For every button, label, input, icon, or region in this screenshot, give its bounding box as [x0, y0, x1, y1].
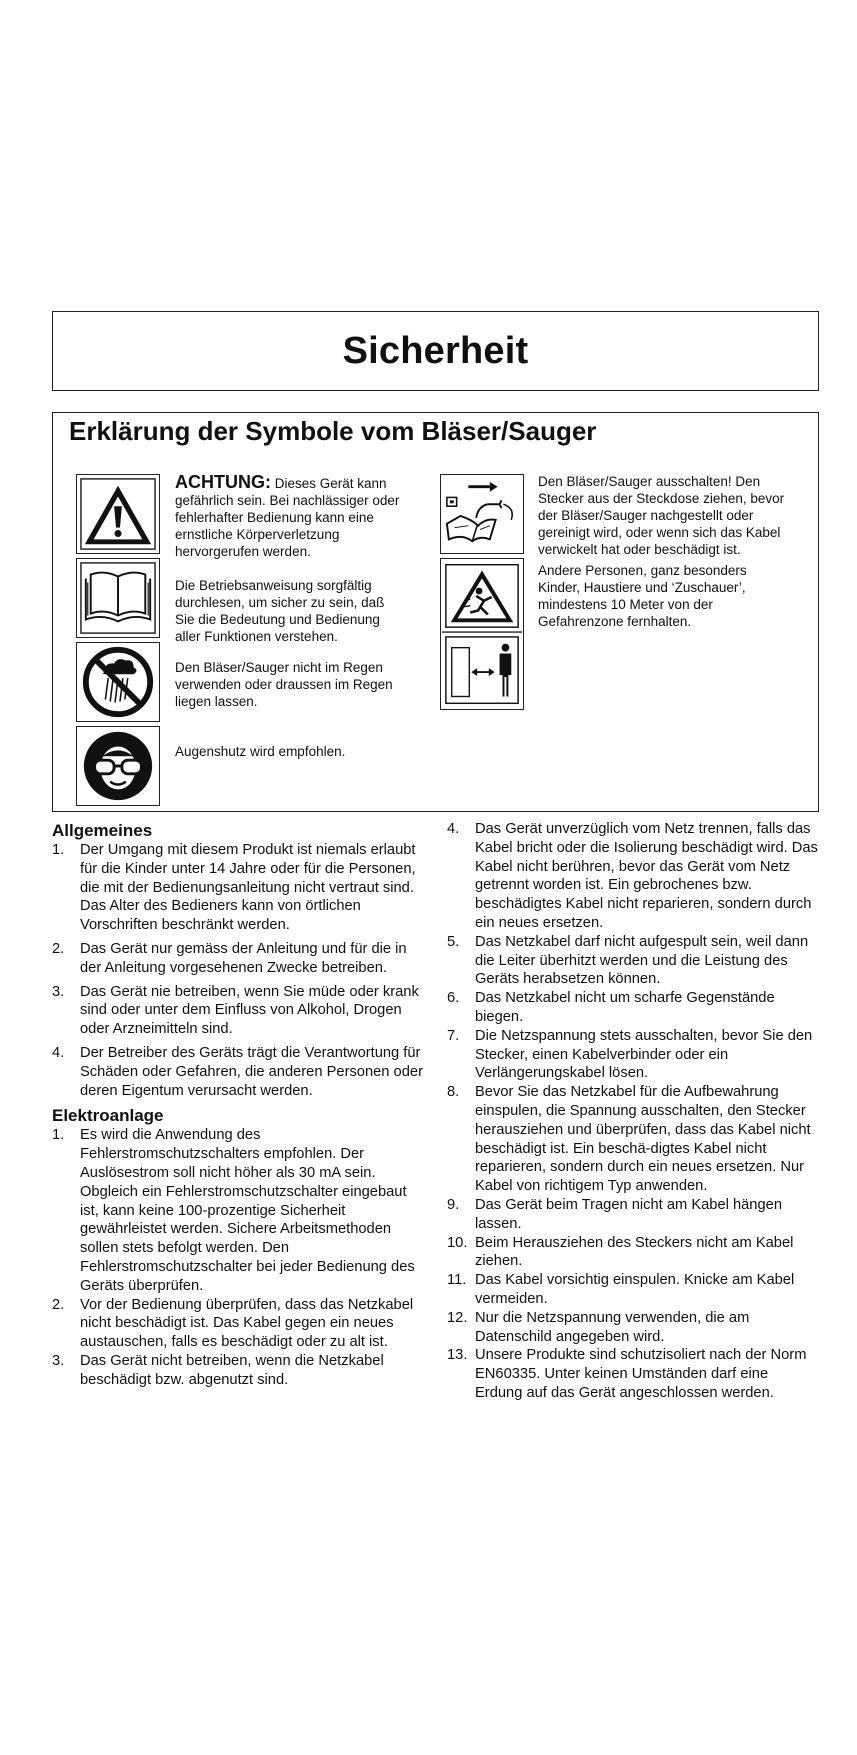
symbols-heading: Erklärung der Symbole vom Bläser/Sauger: [69, 416, 597, 446]
list-item: 2. Vor der Bedienung überprüfen, dass das Netzkabel nicht beschädigt ist. Das Kabel gegen ein neues austauschen, falls es beschädigt oder zu alt ist.: [52, 1296, 414, 1351]
symbol-text-unplug: Den Bläser/Sauger ausschalten! Den Stecker aus der Steckdose ziehen, bevor der Bläser/Sauger nachgestellt oder gereinigt wird, oder wenn sich das Kabel verwickelt hat oder beschädigt ist.: [538, 474, 785, 557]
warning-text: Dieses Gerät kann gefährlich sein. Bei nachlässiger oder fehlerhafter Bedienung kann eine ernstliche Körperverletzung hervorgerufen werden.: [175, 476, 400, 559]
warning-label: ACHTUNG:: [175, 472, 271, 492]
list-item: 2. Das Gerät nur gemäss der Anleitung und für die in der Anleitung vorgesehenen Zwecke betreiben.: [52, 940, 407, 976]
list-elektroanlage-part2: [447, 820, 819, 1403]
column-left: [52, 820, 427, 1390]
symbol-text-no-rain: Den Bläser/Sauger nicht im Regen verwenden oder draussen im Regen liegen lassen.: [175, 660, 393, 709]
section-heading-elektroanlage: Elektroanlage: [52, 1106, 164, 1126]
list-item: 1. Es wird die Anwendung des Fehlerstromschutzschalters empfohlen. Der Auslösestrom soll nicht höher als 30 mA sein. Obgleich ein Fehlerstromschutzschalter eingebaut ist, kann keine 100-prozentige Sicherheit gewährleistet werden. Sichere Arbeitsmethoden sollen stets befolgt werden. Den Fehlerstromschutzschalter bei jeder Bedienung des Geräts überprüfen.: [52, 1127, 415, 1294]
list-item: 4. Der Betreiber des Geräts trägt die Verantwortung für Schäden oder Gefahren, die anderen Personen oder deren Eigentum verursacht werden.: [52, 1044, 423, 1099]
symbol-text-eye-protection: Augenshutz wird empfohlen.: [175, 744, 346, 759]
title-box: [52, 311, 819, 391]
list-item: 11. Das Kabel vorsichtig einspulen. Knicke am Kabel vermeiden.: [447, 1272, 795, 1307]
symbol-text-bystanders: Andere Personen, ganz besonders Kinder, Haustiere und ‘Zuschauer’, mindestens 10 Meter von der Gefahrenzone fernhalten.: [538, 563, 747, 629]
list-item: 7. Die Netzspannung stets ausschalten, bevor Sie den Stecker, einen Kabelverbinder oder ein Verlängerungskabel lösen.: [447, 1027, 813, 1082]
open-manual-icon: [76, 558, 160, 638]
bystander-warning-icon: [440, 558, 524, 710]
symbols-box: [52, 412, 819, 812]
unplug-icon: [440, 474, 524, 554]
list-item: 9. Das Gerät beim Tragen nicht am Kabel hängen lassen.: [447, 1196, 782, 1232]
list-item: 8. Bevor Sie das Netzkabel für die Aufbewahrung einspulen, die Spannung ausschalten, den Stecker herausziehen und überprüfen, dass das Kabel nicht beschädigt ist. Ein beschä-digtes Kabel nicht reparieren, sondern durch ein neues ersetzen. Nur Kabel von richtigem Typ anwenden.: [447, 1084, 811, 1195]
symbol-text-warning: [175, 474, 405, 560]
warning-triangle-icon: [76, 474, 160, 554]
list-allgemeines: [52, 841, 427, 1100]
section-heading-allgemeines: Allgemeines: [52, 821, 153, 840]
column-right: [447, 820, 819, 1403]
list-item: 3. Das Gerät nie betreiben, wenn Sie müde oder krank sind oder unter dem Einfluss von Alkohol, Drogen oder Arzneimitteln sind.: [52, 983, 419, 1038]
list-item: 1. Der Umgang mit diesem Produkt ist niemals erlaubt für die Kinder unter 14 Jahre oder für die Personen, die mit der Bedienungsanleitung nicht vertraut sind. Das Alter des Bedieners kann von örtlichen Vorschriften beschränkt werden.: [52, 842, 416, 934]
list-item: 12. Nur die Netzspannung verwenden, die am Datenschild angegeben wird.: [447, 1309, 750, 1345]
list-item: 10. Beim Herausziehen des Steckers nicht am Kabel ziehen.: [447, 1234, 794, 1270]
symbol-text-manual: Die Betriebsanweisung sorgfältig durchlesen, um sicher zu sein, daß Sie die Bedeutung und Bedienung aller Funktionen verstehen.: [175, 578, 385, 644]
list-item: 5. Das Netzkabel darf nicht aufgespult sein, weil dann die Leiter überhitzt werden und die Leistung des Geräts herabsetzen können.: [447, 933, 809, 988]
eye-protection-icon: [76, 726, 160, 806]
no-rain-icon: [76, 642, 160, 722]
page-title: Sicherheit: [342, 329, 529, 372]
list-item: 3. Das Gerät nicht betreiben, wenn die Netzkabel beschädigt bzw. abgenutzt sind.: [52, 1352, 384, 1388]
list-elektroanlage-part1: [52, 1126, 427, 1389]
list-item: 6. Das Netzkabel nicht um scharfe Gegenstände biegen.: [447, 990, 775, 1025]
list-item: 4. Das Gerät unverzüglich vom Netz trennen, falls das Kabel bricht oder die Isolierung beschädigt wird. Das Kabel nicht berühren, bevor das Gerät vom Netz getrennt worden ist. Ein gebrochenes bzw. beschädigtes Kabel nicht reparieren, sondern durch ein neues ersetzen.: [447, 821, 818, 931]
list-item: 13. Unsere Produkte sind schutzisoliert nach der Norm EN60335. Unter keinen Umständen darf eine Erdung auf das Gerät angeschlossen werden.: [447, 1347, 807, 1401]
